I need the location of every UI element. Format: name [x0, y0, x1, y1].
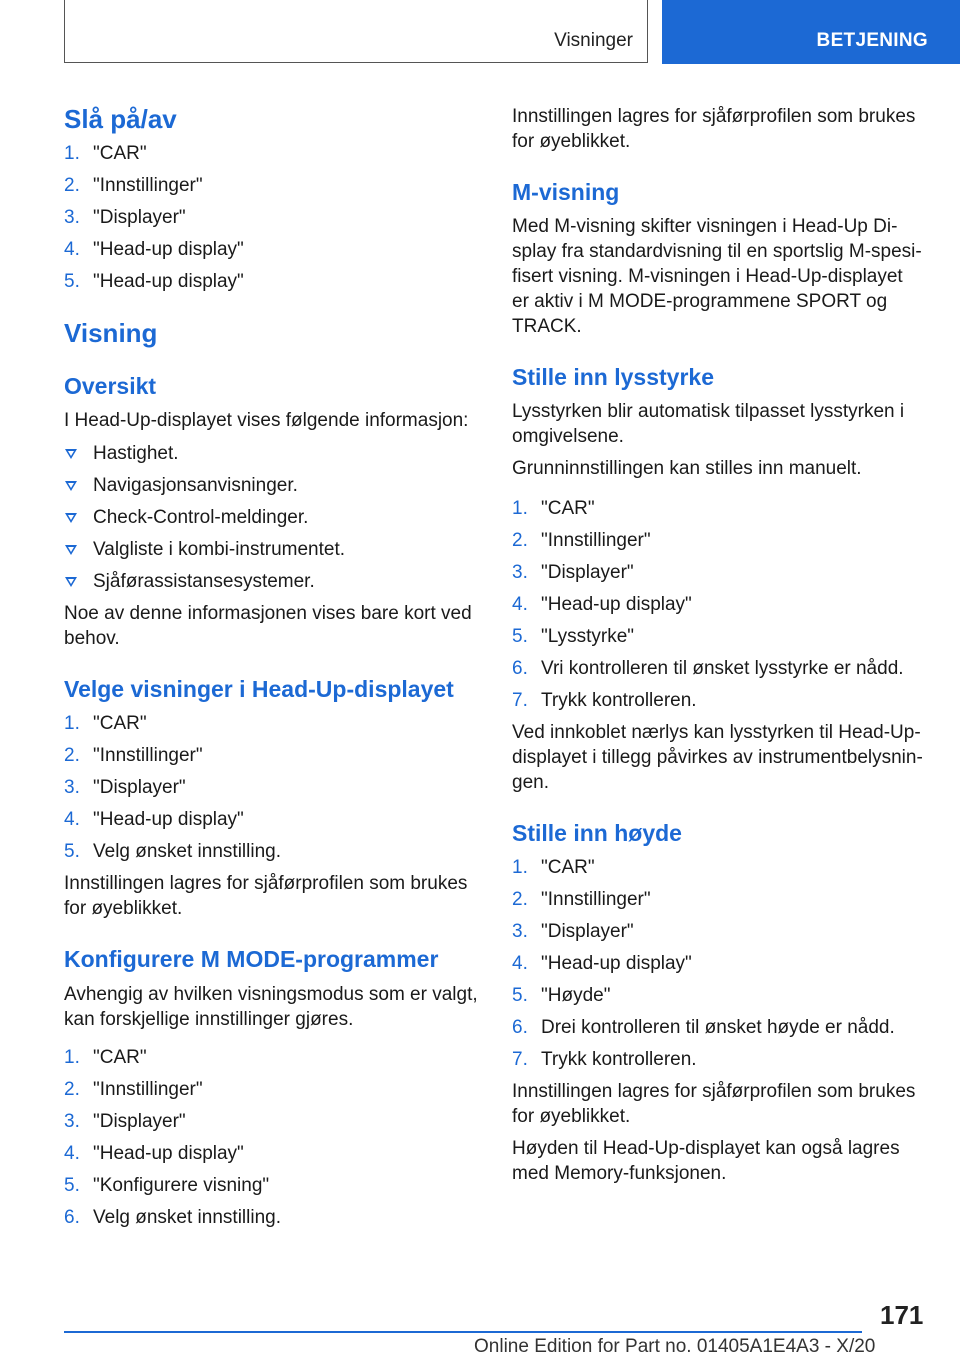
m-display-text-line: fisert visning. M-visningen i Head-Up-displayet	[512, 266, 903, 287]
heading-set-brightness: Stille inn lysstyrke	[512, 364, 714, 390]
overview-note-line-2: behov.	[64, 628, 120, 649]
triangle-bullet-icon	[65, 481, 77, 491]
top-note-line-1: Innstillingen lagres for sjåførprofilen som brukes	[512, 106, 916, 127]
triangle-bullet-icon	[65, 513, 77, 523]
header-chapter-label: BETJENING	[816, 30, 928, 51]
brightness-note-line: Ved innkoblet nærlys kan lysstyrken til Head-Up-	[512, 722, 921, 743]
triangle-bullet-icon	[65, 545, 77, 555]
height-note-line-4: med Memory-funksjonen.	[512, 1163, 727, 1184]
heading-set-height: Stille inn høyde	[512, 820, 682, 846]
heading-configure-m-mode: Konfigurere M MODE-programmer	[64, 946, 439, 972]
select-views-note-line-1: Innstillingen lagres for sjåførprofilen som brukes	[64, 873, 468, 894]
height-note-line-2: for øyeblikket.	[512, 1106, 631, 1127]
heading-overview: Oversikt	[64, 373, 157, 399]
select-views-note-line-2: for øyeblikket.	[64, 898, 183, 919]
top-note-line-2: for øyeblikket.	[512, 131, 631, 152]
heading-m-display: M-visning	[512, 179, 620, 205]
m-display-text-line: TRACK.	[512, 316, 582, 337]
header-chapter-tab	[662, 0, 960, 64]
m-display-text-line: splay fra standardvisning til en sportslig M-spesi-	[512, 241, 922, 262]
m-display-text-line: er aktiv i M MODE-programmene SPORT og	[512, 291, 888, 312]
brightness-text-line-1: Lysstyrken blir automatisk tilpasset lysstyrken i	[512, 401, 905, 422]
triangle-bullet-icon	[65, 577, 77, 587]
brightness-text-line-3: Grunninnstillingen kan stilles inn manuelt.	[512, 458, 862, 479]
height-note-line-3: Høyden til Head-Up-displayet kan også lagres	[512, 1138, 900, 1159]
configure-intro-line-2: kan forskjellige innstillinger gjøres.	[64, 1009, 354, 1030]
brightness-text-line-2: omgivelsene.	[512, 426, 624, 447]
footer-divider	[64, 1331, 862, 1333]
footer-edition-text: Online Edition for Part no. 01405A1E4A3 - X/20	[474, 1336, 876, 1357]
brightness-note-line: gen.	[512, 772, 549, 793]
header-section-label: Visninger	[554, 30, 633, 51]
brightness-note-line: displayet i tillegg påvirkes av instrumentbelysnin-	[512, 747, 923, 768]
overview-intro: I Head-Up-displayet vises følgende informasjon:	[64, 410, 469, 431]
heading-display: Visning	[64, 318, 158, 348]
height-note-line-1: Innstillingen lagres for sjåførprofilen som brukes	[512, 1081, 916, 1102]
m-display-text-line: Med M-visning skifter visningen i Head-Up Di-	[512, 216, 898, 237]
triangle-bullet-icon	[65, 449, 77, 459]
page-number: 171	[880, 1300, 924, 1330]
heading-select-views: Velge visninger i Head-Up-displayet	[64, 676, 454, 702]
configure-intro-line-1: Avhengig av hvilken visningsmodus som er valgt,	[64, 984, 478, 1005]
header-section-box	[64, 0, 648, 63]
overview-note-line-1: Noe av denne informasjonen vises bare kort ved	[64, 603, 472, 624]
heading-turn-on-off: Slå på/av	[64, 104, 177, 134]
